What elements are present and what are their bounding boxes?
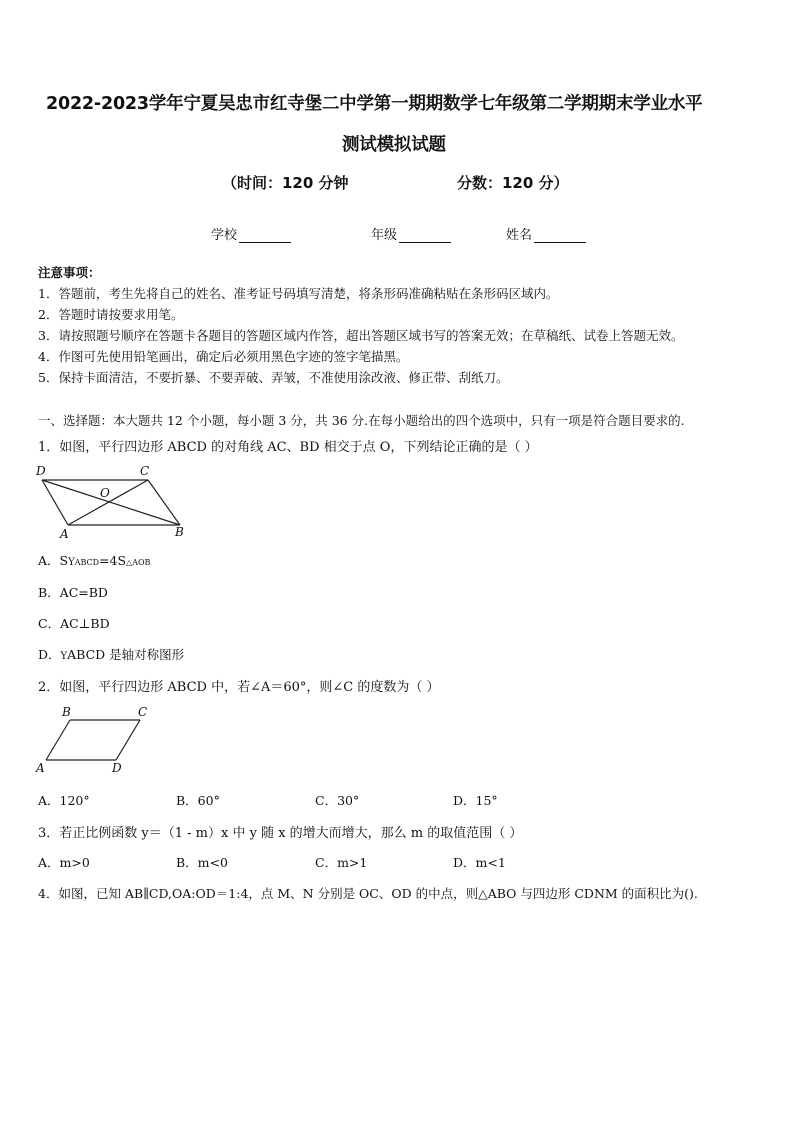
option-d-prefix: D． (38, 647, 61, 662)
grade-label: 年级 (371, 228, 398, 243)
notes-item: 2．答题时请按要求用笔。 (38, 307, 184, 322)
question-2-stem: 2．如图，平行四边形 ABCD 中，若∠A＝60°，则∠C 的度数为（ ） (38, 680, 440, 695)
question-3-option-b[interactable]: B．m<0 (176, 855, 228, 870)
question-3-option-d[interactable]: D．m<1 (453, 855, 506, 870)
label-b: B (62, 705, 71, 719)
label-d: D (36, 464, 46, 478)
question-2-diagram (34, 704, 164, 776)
question-1-option-d[interactable] (38, 645, 184, 663)
label-a: A (60, 527, 69, 540)
option-a-prefix: A．S (38, 553, 69, 568)
name-field (506, 224, 586, 243)
label-c: C (140, 464, 150, 478)
notes-item: 5．保持卡面清洁，不要折暴、不要弄破、弄皱，不准使用涂改液、修正带、刮纸刀。 (38, 370, 509, 385)
option-a-middle: =4S (99, 553, 127, 568)
option-a-subscript-1: ABCD (74, 558, 100, 567)
page-title-line1: 2022-2023学年宁夏吴忠市红寺堡二中学第一期期数学七年级第二学期期末学业水平 (46, 94, 703, 114)
question-1-diagram (34, 460, 194, 540)
question-1-stem: 1．如图，平行四边形 ABCD 的对角线 AC、BD 相交于点 O，下列结论正确的是（ ） (38, 440, 538, 455)
name-blank[interactable] (534, 230, 586, 243)
question-2-option-c[interactable]: C．30° (315, 793, 360, 808)
parallelogram-symbol: Y (60, 651, 68, 662)
grade-field (371, 224, 451, 243)
notes-item: 4．作图可先使用铅笔画出，确定后必须用黑色字迹的签字笔描黑。 (38, 349, 409, 364)
label-c: C (138, 705, 148, 719)
notes-item: 3．请按照题号顺序在答题卡各题目的答题区域内作答，超出答题区域书写的答案无效；在草稿纸、试卷上答题无效。 (38, 328, 684, 343)
question-2-option-d[interactable]: D．15° (453, 793, 498, 808)
name-label: 姓名 (506, 228, 533, 243)
question-3-stem: 3．若正比例函数 y＝（1 - m）x 中 y 随 x 的增大而增大，那么 m 的取值范围（ ） (38, 826, 523, 841)
question-4-stem: 4．如图，已知 AB∥CD,OA:OD＝1:4，点 M、N 分别是 OC、OD 的中点，则△ABO 与四边形 CDNM 的面积比为(). (38, 886, 698, 901)
page-title-line2: 测试模拟试题 (342, 135, 446, 155)
notes-block (38, 262, 683, 388)
question-3-option-a[interactable]: A．m>0 (38, 855, 90, 870)
exam-score: 分数：120 分） (457, 174, 569, 192)
diagonal-db (42, 480, 180, 525)
notes-item: 1．答题前，考生先将自己的姓名、准考证号码填写清楚，将条形码准确粘贴在条形码区域内。 (38, 286, 559, 301)
notes-heading: 注意事项： (38, 265, 101, 280)
section-heading: 一、选择题：本大题共 12 个小题，每小题 3 分，共 36 分.在每小题给出的四个选项中，只有一项是符合题目要求的. (38, 413, 685, 428)
label-o: O (100, 486, 110, 500)
question-1-option-c[interactable]: C．AC⊥BD (38, 616, 110, 631)
edge-dc (116, 720, 140, 760)
grade-blank[interactable] (399, 230, 451, 243)
parallelogram-symbol: Y (68, 557, 75, 568)
question-2-option-a[interactable]: A．120° (38, 793, 90, 808)
label-b: B (175, 525, 184, 539)
edge-cb (148, 480, 180, 525)
question-2-option-b[interactable]: B．60° (176, 793, 220, 808)
question-3-option-c[interactable]: C．m>1 (315, 855, 368, 870)
question-1-option-a[interactable] (38, 551, 150, 569)
option-d-text: ABCD 是轴对称图形 (67, 647, 185, 662)
label-a: A (36, 761, 45, 775)
option-a-subscript-2: △AOB (126, 558, 151, 567)
school-field (211, 224, 291, 243)
question-1-option-b[interactable]: B．AC=BD (38, 585, 108, 600)
school-label: 学校 (211, 228, 238, 243)
school-blank[interactable] (239, 230, 291, 243)
label-d: D (112, 761, 122, 775)
edge-ab (46, 720, 70, 760)
exam-time: （时间：120 分钟 (222, 174, 349, 192)
